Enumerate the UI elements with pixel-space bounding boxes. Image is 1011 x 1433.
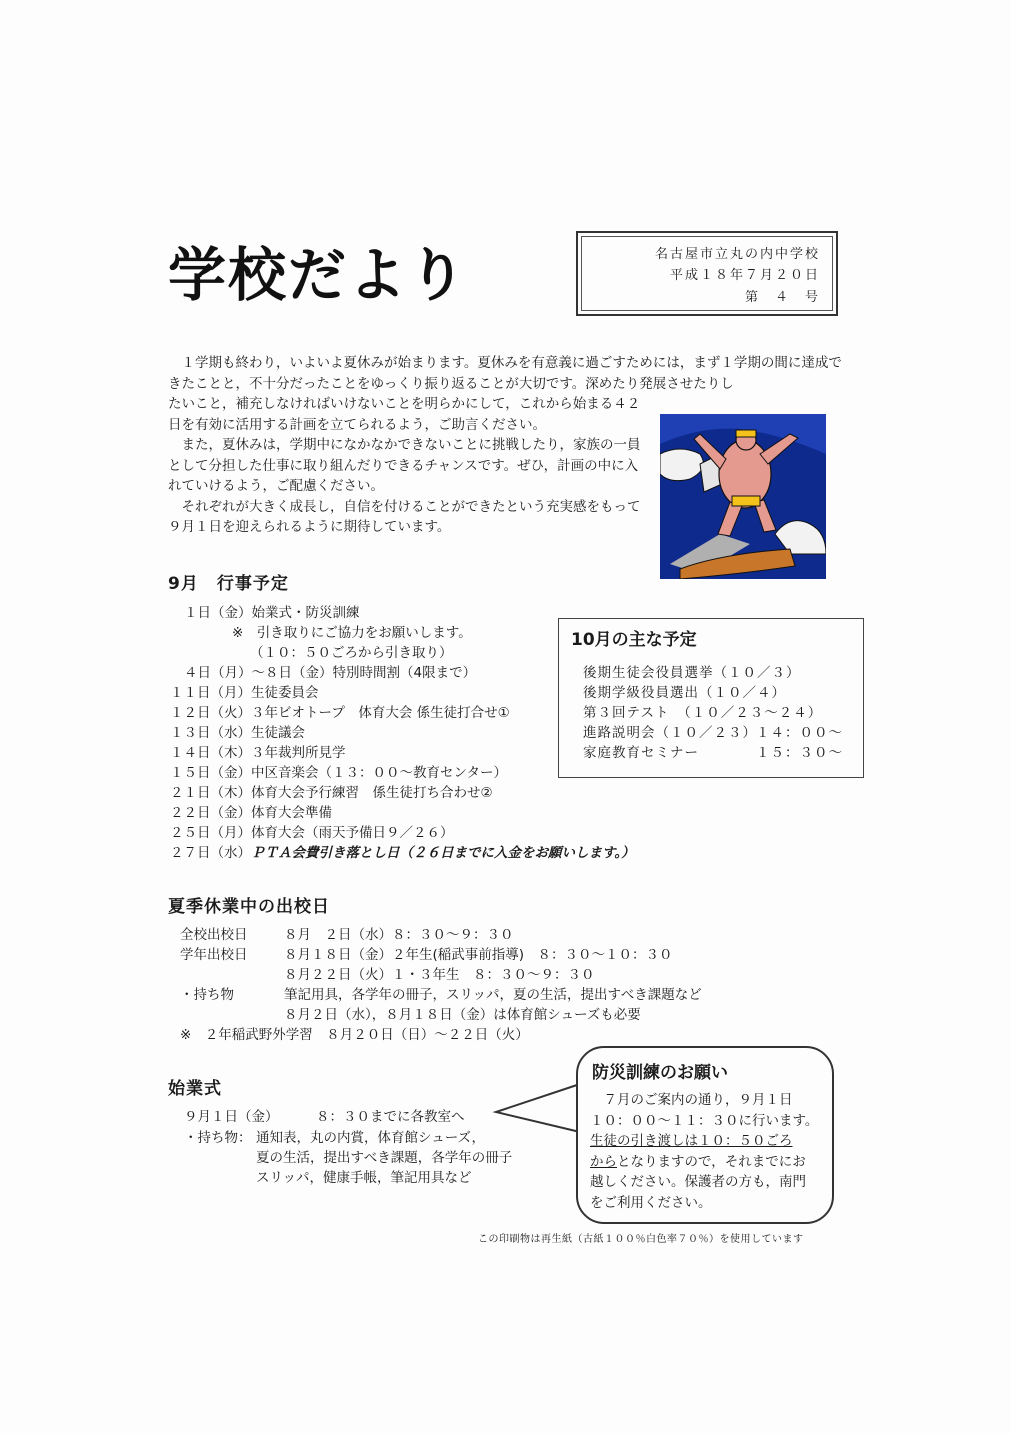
drill-line: 越しください。保護者の方も，南門 (590, 1174, 806, 1190)
drill-notice-bubble (576, 1046, 834, 1224)
summer-note: ※ ２年稲武野外学習 ８月２０日（日）～２２日（火） (180, 1027, 529, 1043)
opening-item: 通知表，丸の内賞，体育館シューズ， (256, 1130, 485, 1146)
summer-label: ・持ち物 (180, 987, 234, 1003)
september-event: １５日（金）中区音楽会（１３：００～教育センター） (170, 765, 507, 781)
drill-body (590, 1090, 822, 1213)
october-item: 後期学級役員選出（１０／４） (583, 685, 786, 701)
opening-items-label: ・持ち物： (184, 1130, 252, 1146)
october-heading: 10月の主な予定 (571, 630, 697, 650)
drill-line-rest: となりますので，それまでにお (617, 1153, 806, 1170)
drill-line (590, 1152, 822, 1173)
october-item: 家庭教育セミナー (583, 745, 699, 761)
pta-notice: ＰＴＡ会費引き落とし日（２６日までに入金をお願いします。） (251, 845, 635, 861)
recycled-paper-note: この印刷物は再生紙（古紙１００％白色率７０％）を使用しています (478, 1234, 804, 1245)
drill-line: ７月のご案内の通り，９月１日 (603, 1092, 793, 1108)
summer-text: 筆記用具，各学年の冊子，スリッパ，夏の生活，提出すべき課題など (284, 987, 702, 1003)
september-event: １２日（火）３年ビオトープ 体育大会 係生徒打合せ① (170, 705, 510, 721)
summer-text: ８月２２日（火）１・３年生 ８：３０～９：３０ (284, 967, 595, 983)
summer-text: ８月 ２日（水）８：３０～９：３０ (284, 927, 514, 943)
drill-line-underlined: 生徒の引き渡しは１０：５０ごろ (590, 1133, 793, 1149)
september-event: ２５日（月）体育大会（雨天予備日９／２６） (170, 825, 454, 841)
september-event: ２１日（木）体育大会予行練習 係生徒打ち合わせ② (170, 785, 493, 801)
swimmer-illustration (660, 414, 826, 579)
september-event: １日（金）始業式・防災訓練 (184, 605, 360, 621)
september-heading: 9月 行事予定 (168, 574, 289, 594)
september-event-pta (170, 841, 635, 861)
summer-text: ８月１８日（金）２年生(稲武事前指導) ８：３０～１０：３０ (284, 947, 673, 963)
intro-paragraph-1: １学期も終わり，いよいよ夏休みが始まります。夏休みを有意義に過ごすためには，まず１学期の間に達成できたことと，不十分だったことをゆっくり振り返ることが大切です。深めたり発展させたりし (168, 355, 842, 392)
september-event: １１日（月）生徒委員会 (170, 685, 319, 701)
bubble-pointer (492, 1080, 582, 1140)
opening-item: 夏の生活，提出すべき課題，各学年の冊子 (256, 1150, 513, 1166)
october-item-time: １４：００～ (756, 725, 843, 741)
issue-date: 平成１８年７月２０日 (669, 268, 820, 283)
october-item: 第３回テスト （１０／２３～２４） (583, 705, 823, 721)
october-item: 進路説明会（１０／２３） (583, 725, 757, 741)
october-schedule-box (558, 618, 864, 778)
september-event: （１０：５０ごろから引き取り） (250, 645, 453, 661)
october-item: 後期生徒会役員選挙（１０／３） (583, 665, 801, 681)
drill-underlined-fragment: から (590, 1153, 617, 1170)
september-event: １４日（木）３年裁判所見学 (170, 745, 346, 761)
pta-date: ２７日（水） (170, 845, 251, 861)
drill-line: １０：００～１１：３０に行います。 (590, 1112, 819, 1129)
opening-item: スリッパ，健康手帳，筆記用具など (256, 1170, 472, 1186)
opening-date: ９月１日（金） (184, 1109, 279, 1125)
summer-label: 全校出校日 (180, 927, 248, 943)
summer-label: 学年出校日 (180, 947, 248, 963)
september-event: ２２日（金）体育大会準備 (170, 805, 332, 821)
drill-line: をご利用ください。 (590, 1194, 712, 1211)
opening-heading: 始業式 (168, 1079, 222, 1099)
school-info-box (576, 231, 838, 316)
september-event: ※ 引き取りにご協力をお願いします。 (232, 625, 472, 641)
newsletter-title: 学校だより (168, 241, 469, 309)
intro-paragraph-2: また，夏休みは，学期中になかなかできないことに挑戦したり，家族の一員として分担した仕事に取り組んだりできるチャンスです。ぜひ，計画の中に入れていけるよう，ご配慮ください。 (168, 437, 641, 494)
september-event: １３日（水）生徒議会 (170, 725, 305, 741)
summer-heading: 夏季休業中の出校日 (168, 897, 330, 917)
september-event: ４日（月）～８日（金）特別時間割（4限まで） (184, 665, 477, 681)
drill-heading: 防災訓練のお願い (592, 1063, 728, 1083)
issue-number: 第 ４ 号 (744, 290, 820, 305)
intro-paragraph-1-cont: たいこと，補充しなければいけないことを明らかにして，これから始まる４２日を有効に活用する計画を立てられるよう，ご助言ください。 (168, 396, 641, 433)
intro-paragraph-3: それぞれが大きく成長し，自信を付けることができたという充実感をもって９月１日を迎えられるように期待しています。 (168, 498, 641, 535)
october-item-time: １５：３０～ (756, 745, 843, 761)
opening-time: ８：３０までに各教室へ (316, 1109, 465, 1125)
summer-text: ８月２日（水），８月１８日（金）は体育館シューズも必要 (284, 1007, 641, 1023)
school-name: 名古屋市立丸の内中学校 (654, 247, 820, 262)
